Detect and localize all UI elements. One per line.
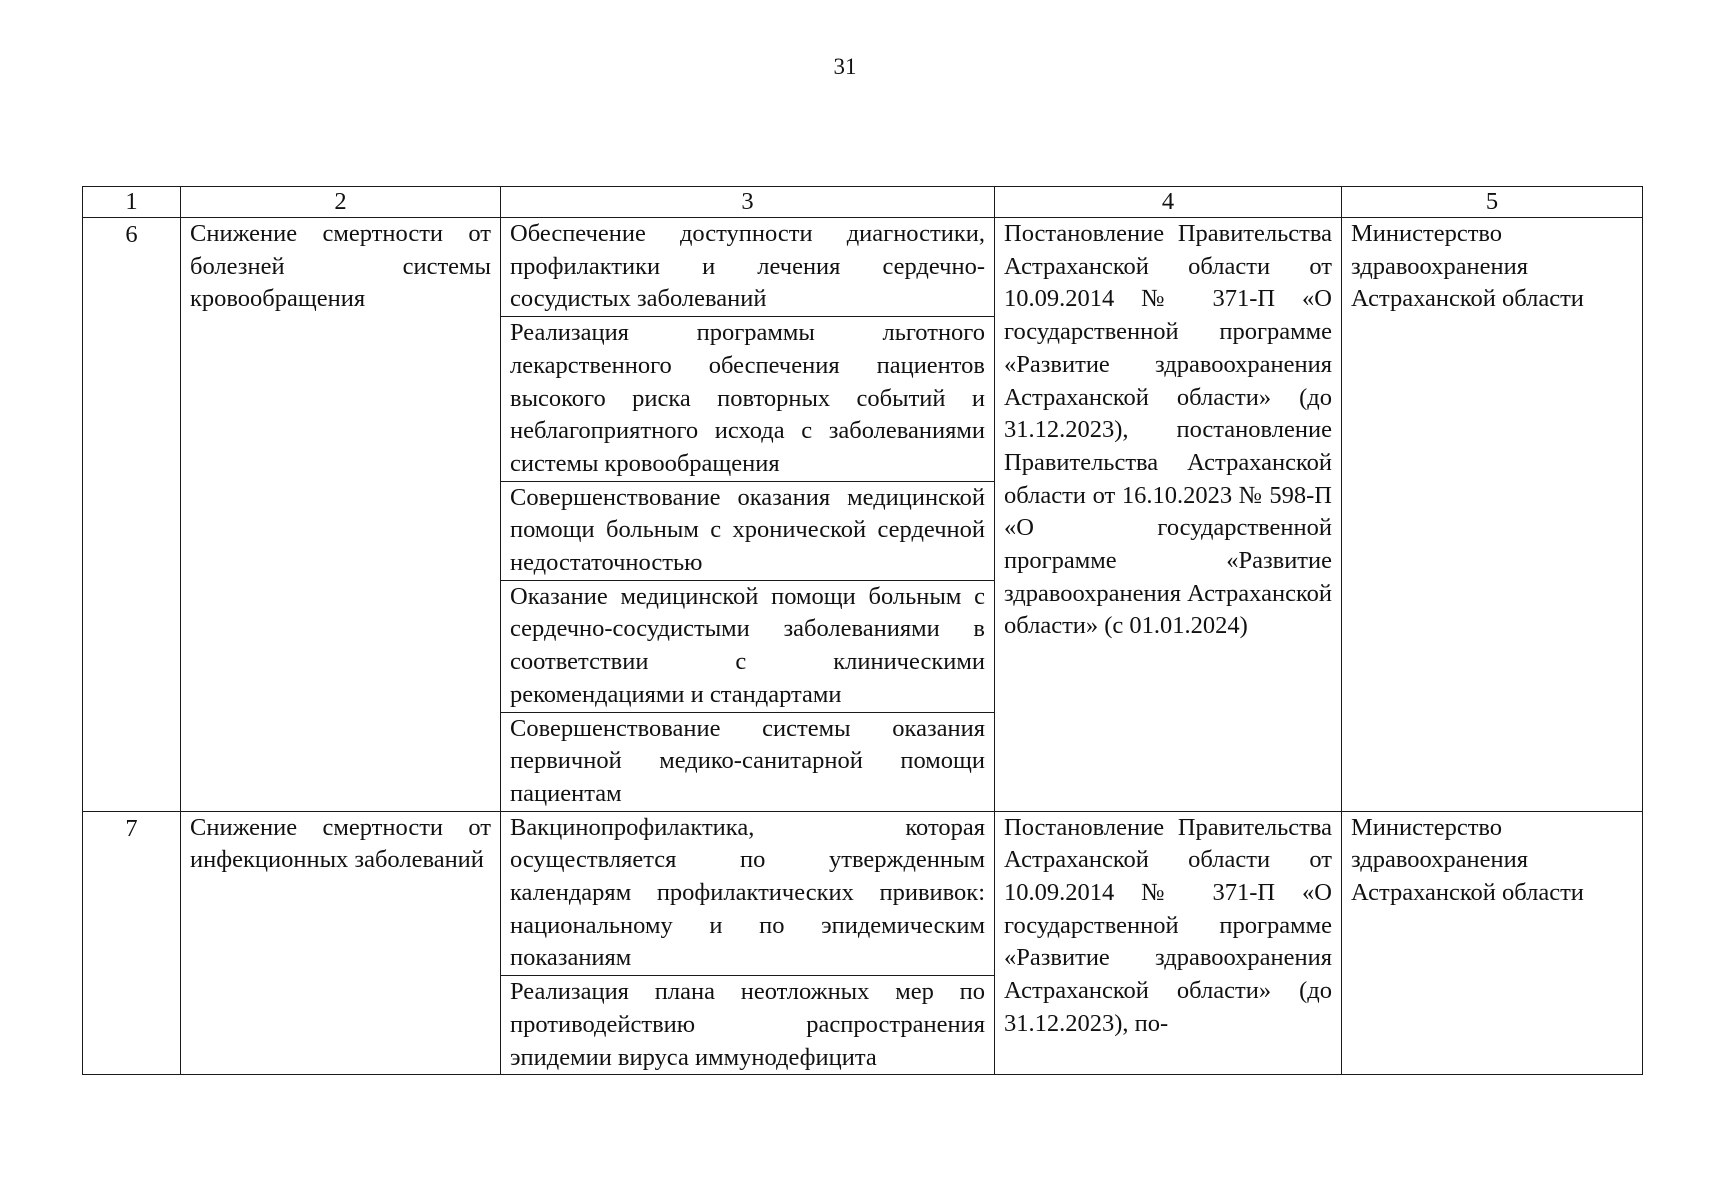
measure-cell: Совершенствование оказания медицинской помощи больным с хронической сердечной недостаточностью [501,481,995,580]
legal-basis-cell: Постановление Правительства Астраханской области от 10.09.2014 № 371-П «О государственной программе «Развитие здравоохранения Астраханской области» (до 31.12.2023), по- [995,811,1342,1075]
row-number: 6 [83,218,181,812]
table-row [83,811,1643,976]
header-cell-5: 5 [1342,187,1643,218]
measure-cell: Реализация программы льготного лекарственного обеспечения пациентов высокого риска повторных событий и неблагоприятного исхода с заболеваниями системы кровообращения [501,317,995,482]
table-row [83,218,1643,317]
responsible-cell: Министерство здравоохранения Астраханской области [1342,218,1643,812]
header-cell-4: 4 [995,187,1342,218]
row-number: 7 [83,811,181,1075]
measure-cell: Реализация плана неотложных мер по противодействию распространения эпидемии вируса иммунодефицита [501,976,995,1075]
header-cell-3: 3 [501,187,995,218]
header-cell-1: 1 [83,187,181,218]
header-cell-2: 2 [181,187,501,218]
measure-cell: Вакцинопрофилактика, которая осуществляется по утвержденным календарям профилактических прививок: национальному и по эпидемическим показаниям [501,811,995,976]
page-number: 31 [833,54,857,79]
responsible-cell: Министерство здравоохранения Астраханской области [1342,811,1643,1075]
measures-table [82,186,1643,1075]
measure-cell: Оказание медицинской помощи больным с сердечно-сосудистыми заболеваниями в соответствии с клиническими рекомендациями и стандартами [501,580,995,712]
measure-cell: Обеспечение доступности диагностики, профилактики и лечения сердечно-сосудистых заболеваний [501,218,995,317]
measure-cell: Совершенствование системы оказания первичной медико-санитарной помощи пациентам [501,712,995,811]
legal-basis-cell: Постановление Правительства Астраханской области от 10.09.2014 № 371-П «О государственной программе «Развитие здравоохранения Астраханской области» (до 31.12.2023), постановление Правительства Астраханской области от 16.10.2023 № 598-П «О государственной программе «Развитие здравоохранения Астраханской области» (с 01.01.2024) [995,218,1342,812]
goal-cell: Снижение смертности от болезней системы кровообращения [181,218,501,812]
table-header-row [83,187,1643,218]
goal-cell: Снижение смертности от инфекционных заболеваний [181,811,501,1075]
